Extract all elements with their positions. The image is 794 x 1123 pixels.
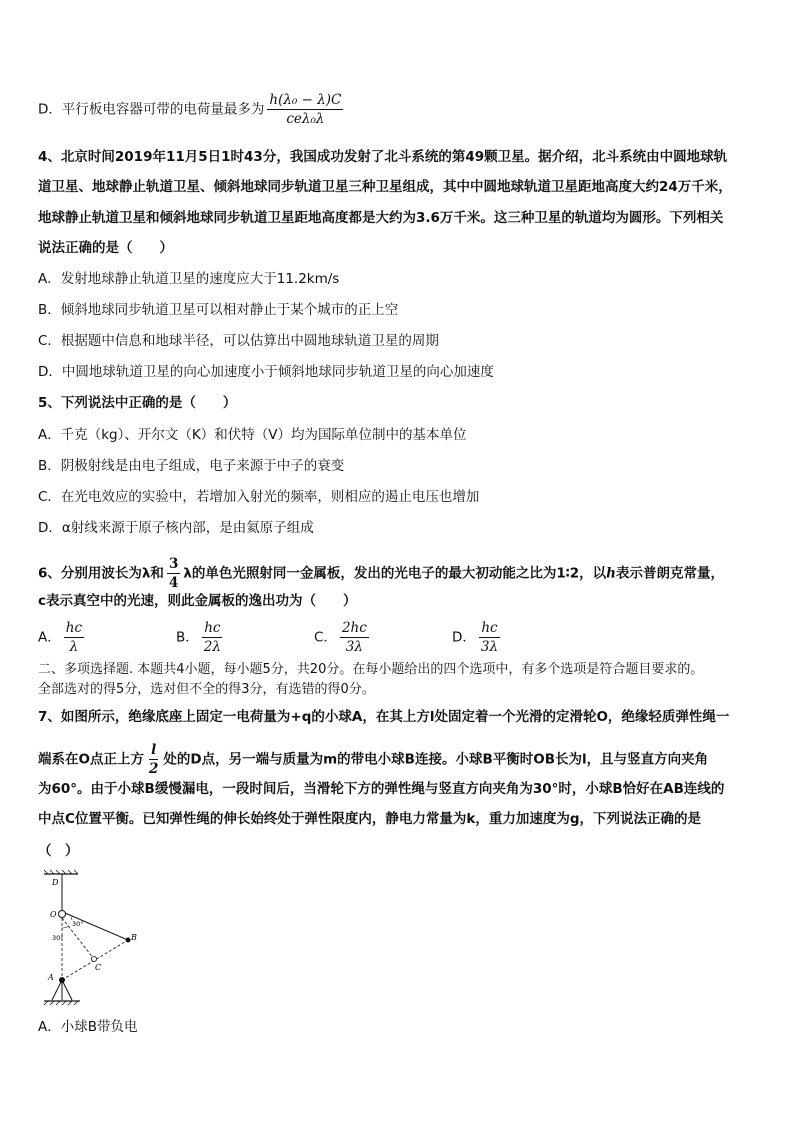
label-d: D (52, 878, 59, 887)
option-fraction (479, 620, 500, 655)
q4-option-d: D．中圆地球轨道卫星的向心加速度小于倾斜地球同步轨道卫星的向心加速度 (38, 364, 494, 380)
q5-option-c: C．在光电效应的实验中，若增加入射光的频率，则相应的遏止电压也增加 (38, 489, 480, 505)
q5-option-d: D．α射线来源于原子核内部，是由氦原子组成 (38, 520, 314, 536)
q7-stem-part-b: 处的D点，另一端与质量为m的带电小球B连接。小球B平衡时OB长为l，且与竖直方向夹角 (163, 751, 709, 768)
q6-stem-part-a: 6、分别用波长为λ和 (38, 565, 164, 582)
q6-stem-line-2: c表示真空中的光速，则此金属板的逸出功为（ ） (38, 593, 357, 609)
fraction-numerator: 2hc (341, 620, 367, 636)
q6-fraction (167, 556, 180, 591)
q4-stem-line-4: 说法正确的是（ ） (38, 240, 173, 256)
fraction-numerator: l (151, 742, 157, 758)
point-c (91, 956, 96, 961)
q7-stem-line-2 (38, 742, 758, 777)
fraction-denominator: 3λ (345, 639, 363, 655)
pulley-o (59, 911, 66, 918)
angle-label-1: 30° (72, 920, 84, 928)
label-a: A (48, 973, 54, 982)
q6-option-b (176, 620, 226, 655)
option-fraction (64, 620, 84, 655)
option-letter: C． (314, 629, 337, 646)
q7-figure (38, 868, 158, 1008)
label-o: O (50, 910, 57, 919)
fraction-denominator: 3λ (480, 639, 499, 655)
q4-stem-line-2: 道卫星、地球静止轨道卫星、倾斜地球同步轨道卫星三种卫星组成，其中中圆地球轨道卫星距地高度大约24万千米， (38, 179, 732, 195)
fraction-denominator: 4 (168, 575, 179, 591)
q4-stem-line-1: 4、北京时间2019年11月5日1时43分，我国成功发射了北斗系统的第49颗卫星。据介绍，北斗系统由中圆地球轨 (38, 149, 728, 165)
q6-var-h: h (606, 565, 616, 582)
q4-option-b: B．倾斜地球同步轨道卫星可以相对静止于某个城市的正上空 (38, 302, 399, 318)
q7-fraction (147, 742, 160, 777)
q7-stem-line-4: 中点C位置平衡。已知弹性绳的伸长始终处于弹性限度内，静电力常量为k，重力加速度为g，下列说法正确的是 (38, 811, 702, 827)
q7-stem-part-a: 端系在O点正上方 (38, 751, 144, 768)
q6-stem-part-c: 表示普朗克常量， (615, 565, 724, 582)
q6-stem-part-b: λ的单色光照射同一金属板，发出的光电子的最大初动能之比为1∶2，以 (183, 565, 607, 582)
q4-option-c: C．根据题中信息和地球半径，可以估算出中圆地球轨道卫星的周期 (38, 333, 439, 349)
q7-option-a: A．小球B带负电 (38, 1019, 138, 1035)
option-fraction (202, 620, 223, 655)
q5-option-a: A．千克（kg）、开尔文（K）和伏特（V）均为国际单位制中的基本单位 (38, 427, 467, 443)
fraction-denominator: 2λ (203, 639, 221, 655)
section-2-heading-line-2: 全部选对的得5分，选对但不全的得3分，有选错的得0分。 (38, 682, 375, 697)
q7-stem-line-5: （ ） (38, 843, 79, 859)
fraction-denominator: 2 (148, 761, 159, 777)
insulating-base (44, 980, 80, 1005)
label-c: C (95, 963, 102, 972)
fraction-numerator: hc (65, 620, 83, 636)
q4-stem-line-3: 地球静止轨道卫星和倾斜地球同步轨道卫星距地高度都是大约为3.6万千米。这三种卫星的轨道均为圆形。下列相关 (38, 210, 724, 226)
fraction-numerator: hc (204, 620, 221, 636)
q7-stem-line-3: 为60°。由于小球B缓慢漏电，一段时间后，当滑轮下方的弹性绳与竖直方向夹角为30°时，小球B恰好在AB连线的 (38, 781, 725, 797)
ball-b (126, 938, 131, 943)
q3-option-d (38, 92, 758, 127)
fraction-numerator: 3 (168, 556, 179, 572)
q5-option-b: B．阴极射线是由电子组成，电子来源于中子的衰变 (38, 458, 345, 474)
q6-option-d (452, 620, 503, 655)
q3-option-d-fraction (267, 92, 343, 127)
q6-option-a (38, 620, 87, 655)
fraction-numerator: hc (481, 620, 498, 636)
option-letter: A． (38, 629, 61, 646)
angle-arc-1 (62, 926, 69, 928)
option-letter: B． (176, 629, 199, 646)
ceiling (44, 870, 78, 874)
label-b: B (131, 933, 137, 942)
q6-stem-line-1 (38, 556, 758, 591)
option-fraction (340, 620, 369, 655)
q6-option-c (314, 620, 372, 655)
fraction-numerator: h(λ₀ − λ)C (269, 92, 342, 108)
q4-option-a: A．发射地球静止轨道卫星的速度应大于11.2km/s (38, 271, 340, 287)
section-2-heading-line-1: 二、多项选择题. 本题共4小题，每小题5分，共20分。在每小题给出的四个选项中，有多个选项是符合题目要求的。 (38, 662, 704, 677)
angle-label-2: 30° (52, 934, 64, 942)
q3-option-d-text: D．平行板电容器可带的电荷量最多为 (38, 101, 265, 118)
option-letter: D． (452, 629, 476, 646)
q5-stem: 5、下列说法中正确的是（ ） (38, 395, 237, 411)
q7-stem-line-1: 7、如图所示，绝缘底座上固定一电荷量为+q的小球A，在其上方l处固定着一个光滑的定滑轮O，绝缘轻质弹性绳一 (38, 709, 730, 725)
fraction-denominator: ceλ₀λ (286, 111, 325, 127)
fraction-denominator: λ (69, 639, 79, 655)
